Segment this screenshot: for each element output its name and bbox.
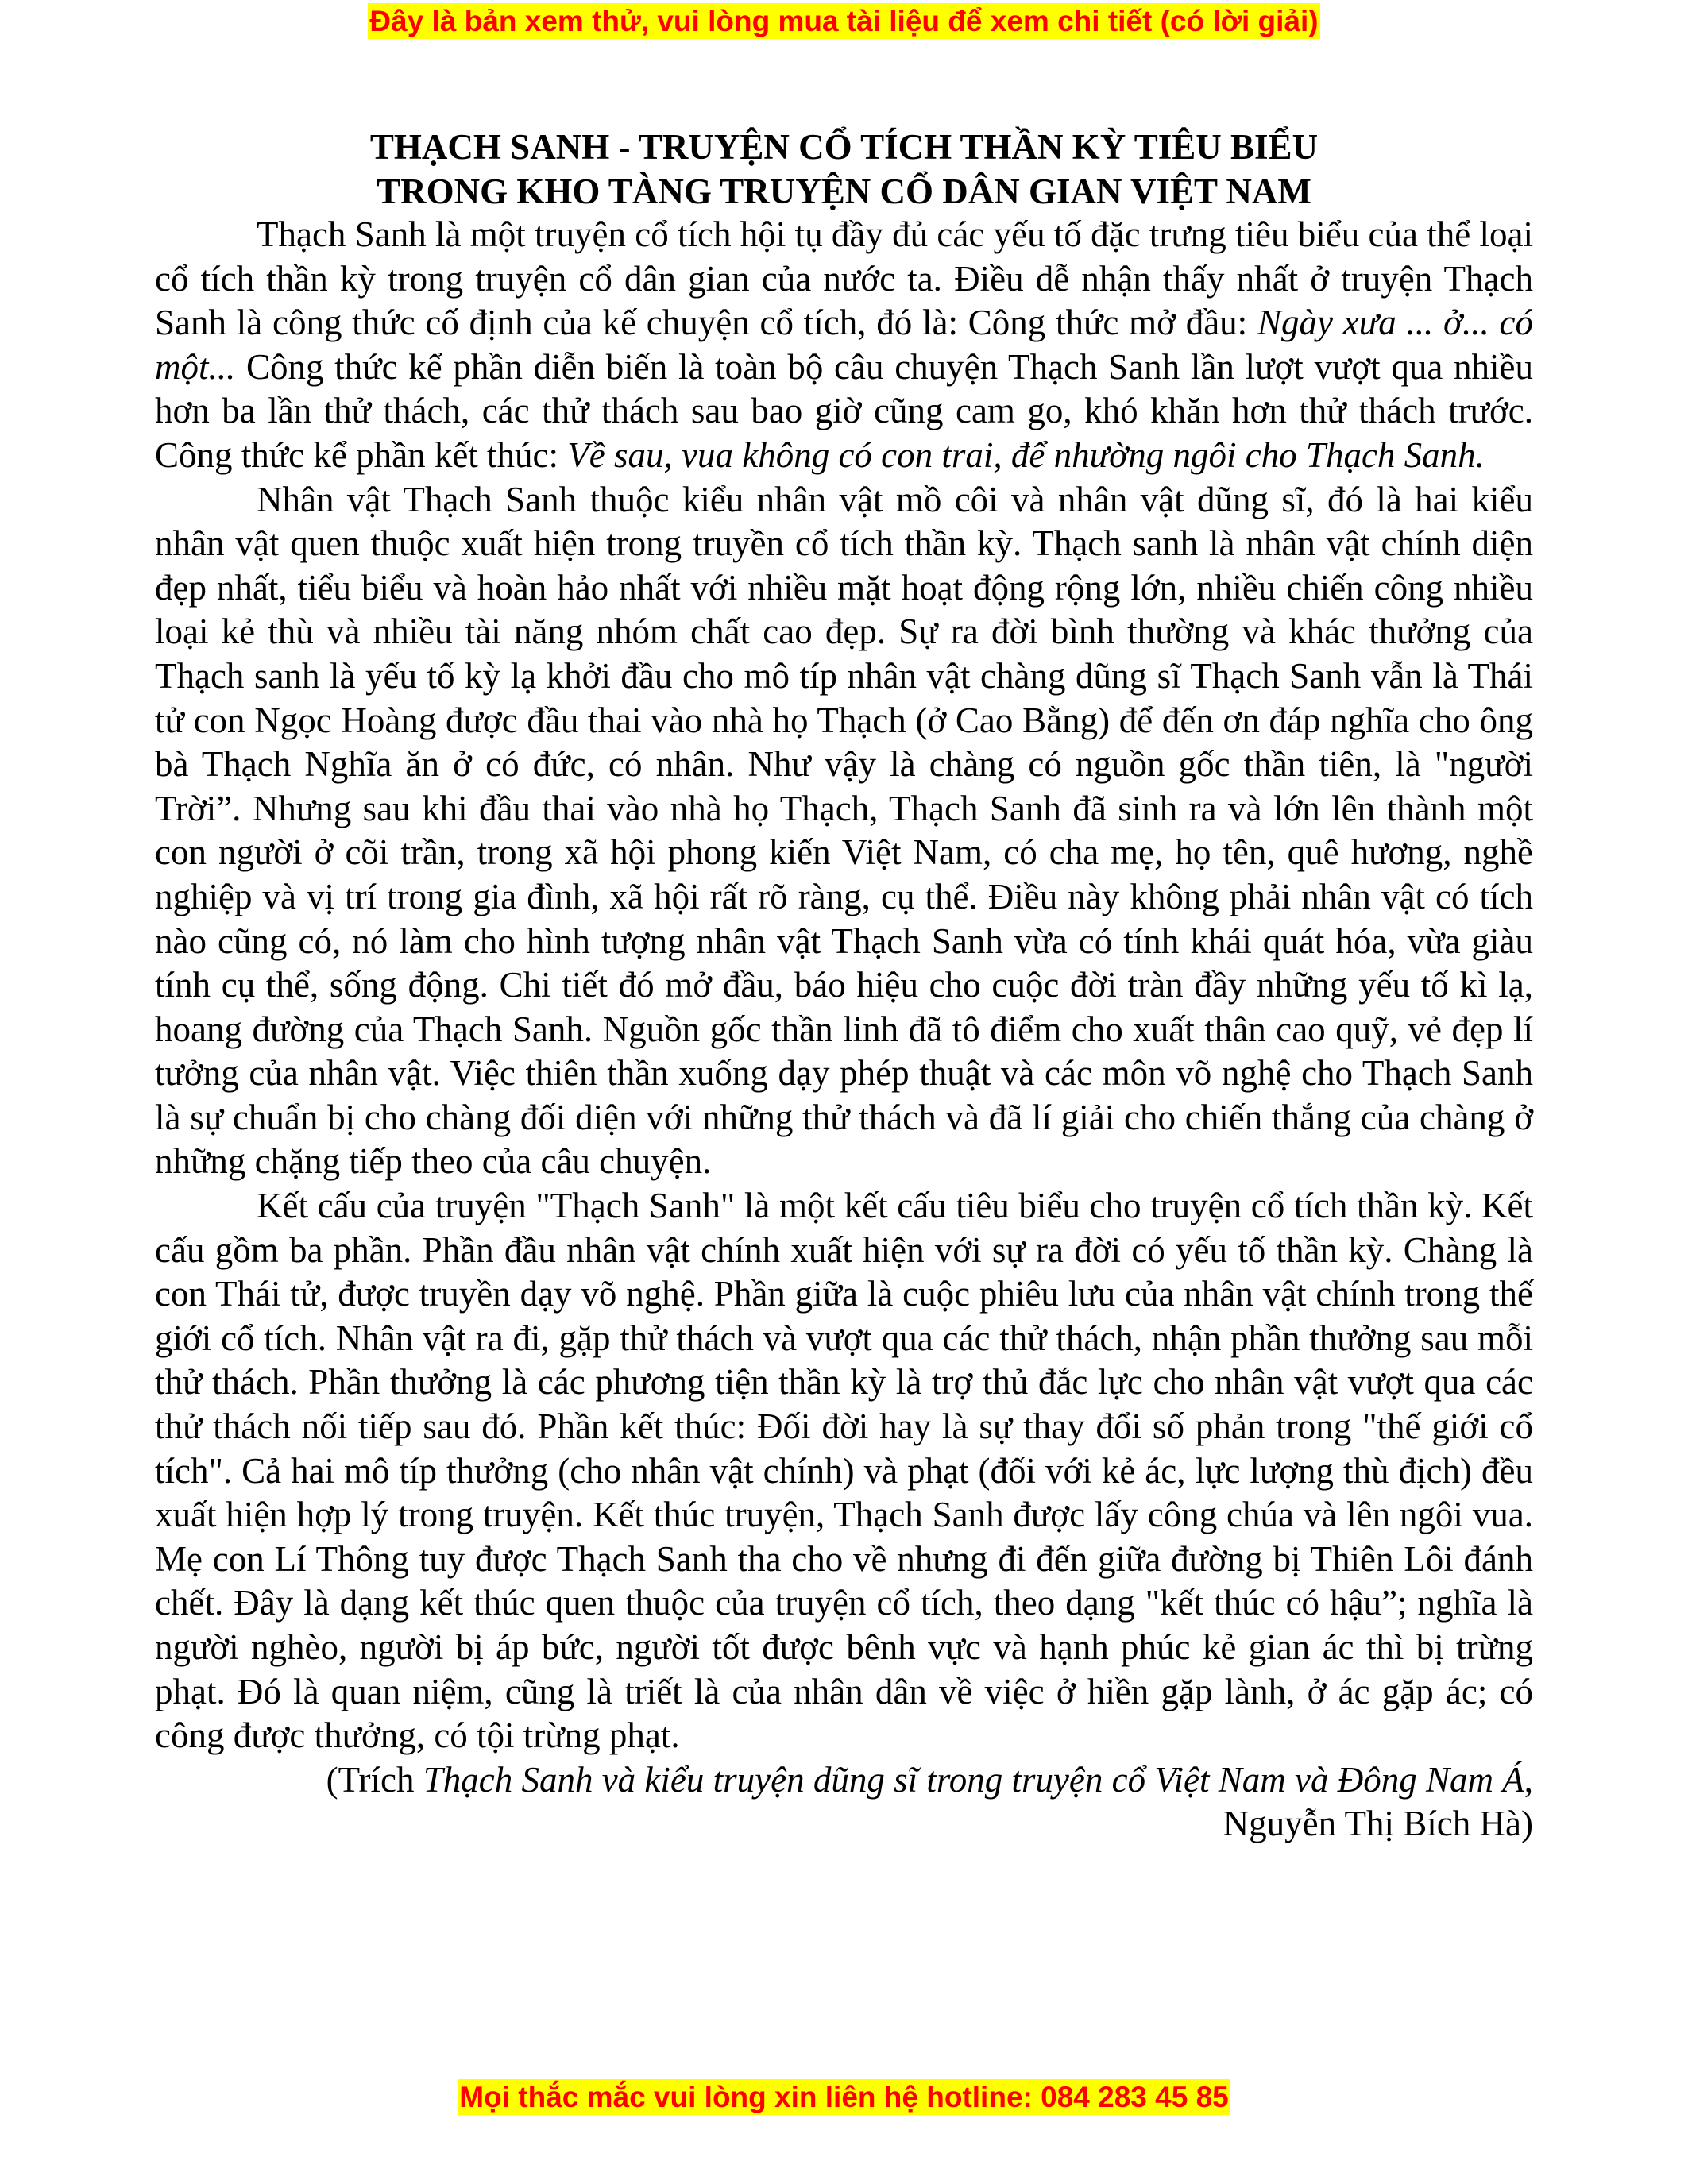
paragraph-1-ending-formula: Về sau, vua không có con trai, để nhường ngôi cho Thạch Sanh.	[567, 434, 1485, 475]
hotline-text: Mọi thắc mắc vui lòng xin liên hệ hotline: 084 283 45 85	[459, 2081, 1229, 2113]
citation-prefix: (Trích	[326, 1759, 423, 1800]
citation-comma: ,	[1524, 1759, 1533, 1800]
paragraph-1	[155, 213, 1533, 478]
paragraph-1-opening-formula: Ngày xưa ... ở... có một...	[155, 303, 1533, 387]
citation	[155, 1758, 1533, 1846]
citation-work-title: Thạch Sanh và kiểu truyện dũng sĩ trong truyện cổ Việt Nam và Đông Nam Á	[423, 1759, 1524, 1800]
paragraph-1-text-a: Thạch Sanh là một truyện cổ tích hội tụ đầy đủ các yếu tố đặc trưng tiêu biểu của thể loại cổ tích thần kỳ trong truyện cổ dân gian của nước ta. Điều dễ nhận thấy nhất ở truyện Thạch Sanh là công thức cố định của kế chuyện cổ tích, đó là: Công thức mở đầu:	[155, 214, 1533, 343]
paragraph-2: Nhân vật Thạch Sanh thuộc kiểu nhân vật mồ côi và nhân vật dũng sĩ, đó là hai kiểu nhân vật quen thuộc xuất hiện trong truyền cổ tích thần kỳ. Thạch sanh là nhân vật chính diện đẹp nhất, tiểu biểu và hoàn hảo nhất với nhiều mặt hoạt động rộng lớn, nhiều chiến công nhiều loại kẻ thù và nhiều tài năng nhóm chất cao đẹp. Sự ra đời bình thường và khác thưởng của Thạch sanh là yếu tố kỳ lạ khởi đầu cho mô típ nhân vật chàng dũng sĩ Thạch Sanh vẫn là Thái tử con Ngọc Hoàng được đầu thai vào nhà họ Thạch (ở Cao Bằng) để đến ơn đáp nghĩa cho ông bà Thạch Nghĩa ăn ở có đức, có nhân. Như vậy là chàng có nguồn gốc thần tiên, là "người Trời”. Nhưng sau khi đầu thai vào nhà họ Thạch, Thạch Sanh đã sinh ra và lớn lên thành một con người ở cõi trần, trong xã hội phong kiến Việt Nam, có cha mẹ, họ tên, quê hương, nghề nghiệp và vị trí trong gia đình, xã hội rất rõ ràng, cụ thể. Điều này không phải nhân vật có tích nào cũng có, nó làm cho hình tượng nhân vật Thạch Sanh vừa có tính khái quát hóa, vừa giàu tính cụ thể, sống động. Chi tiết đó mở đầu, báo hiệu cho cuộc đời tràn đầy những yếu tố kì lạ, hoang đường của Thạch Sanh. Nguồn gốc thần linh đã tô điểm cho xuất thân cao quỹ, vẻ đẹp lí tưởng của nhân vật. Việc thiên thần xuống dạy phép thuật và các môn võ nghệ cho Thạch Sanh là sự chuẩn bị cho chàng đối diện với những thử thách và đã lí giải cho chiến thắng của chàng ở những chặng tiếp theo của câu chuyện.	[155, 479, 1533, 1182]
citation-author: Nguyễn Thị Bích Hà)	[1223, 1804, 1533, 1844]
document-body	[155, 213, 1533, 1846]
paragraph-1-text-c: Công thức kể phần diễn biến là toàn bộ câu chuyện Thạch Sanh lần lượt vượt qua nhiều hơn ba lần thử thách, các thử thách sau bao giờ cũng cam go, khó khăn hơn thử thách trước. Công thức kể phần kết thúc:	[155, 346, 1533, 475]
hotline-banner	[0, 2078, 1688, 2117]
title-line-2: TRONG KHO TÀNG TRUYỆN CỔ DÂN GIAN VIỆT NAM	[377, 172, 1311, 211]
title-line-1: THẠCH SANH - TRUYỆN CỔ TÍCH THẦN KỲ TIÊU BIỂU	[369, 127, 1319, 167]
paragraph-3: Kết cấu của truyện "Thạch Sanh" là một kết cấu tiêu biểu cho truyện cổ tích thần kỳ. Kết cấu gồm ba phần. Phần đầu nhân vật chính xuất hiện với sự ra đời có yếu tố thần kỳ. Chàng là con Thái tử, được truyền dạy võ nghệ. Phần giữa là cuộc phiêu lưu của nhân vật chính trong thế giới cổ tích. Nhân vật ra đi, gặp thử thách và vượt qua các thử thách, nhận phần thưởng sau mỗi thử thách. Phần thưởng là các phương tiện thần kỳ là trợ thủ đắc lực cho nhân vật vượt qua các thử thách nối tiếp sau đó. Phần kết thúc: Đối đời hay là sự thay đổi số phản trong "thế giới cổ tích". Cả hai mô típ thưởng (cho nhân vật chính) và phạt (đối với kẻ ác, lực lượng thù địch) đều xuất hiện hợp lý trong truyện. Kết thúc truyện, Thạch Sanh được lấy công chúa và lên ngôi vua. Mẹ con Lí Thông tuy được Thạch Sanh tha cho về nhưng đi đến giữa đường bị Thiên Lôi đánh chết. Đây là dạng kết thúc quen thuộc của truyện cổ tích, theo dạng "kết thúc có hậu”; nghĩa là người nghèo, người bị áp bức, người tốt được bênh vực và hạnh phúc kẻ gian ác thì bị trừng phạt. Đó là quan niệm, cũng là triết là của nhân dân về việc ở hiền gặp lành, ở ác gặp ác; có công được thưởng, có tội trừng phạt.	[155, 1186, 1533, 1756]
preview-notice-banner	[0, 2, 1688, 41]
citation-line-1	[155, 1758, 1533, 1803]
document-title	[155, 125, 1533, 214]
preview-notice-text: Đây là bản xem thử, vui lòng mua tài liệu để xem chi tiết (có lời giải)	[369, 5, 1319, 37]
